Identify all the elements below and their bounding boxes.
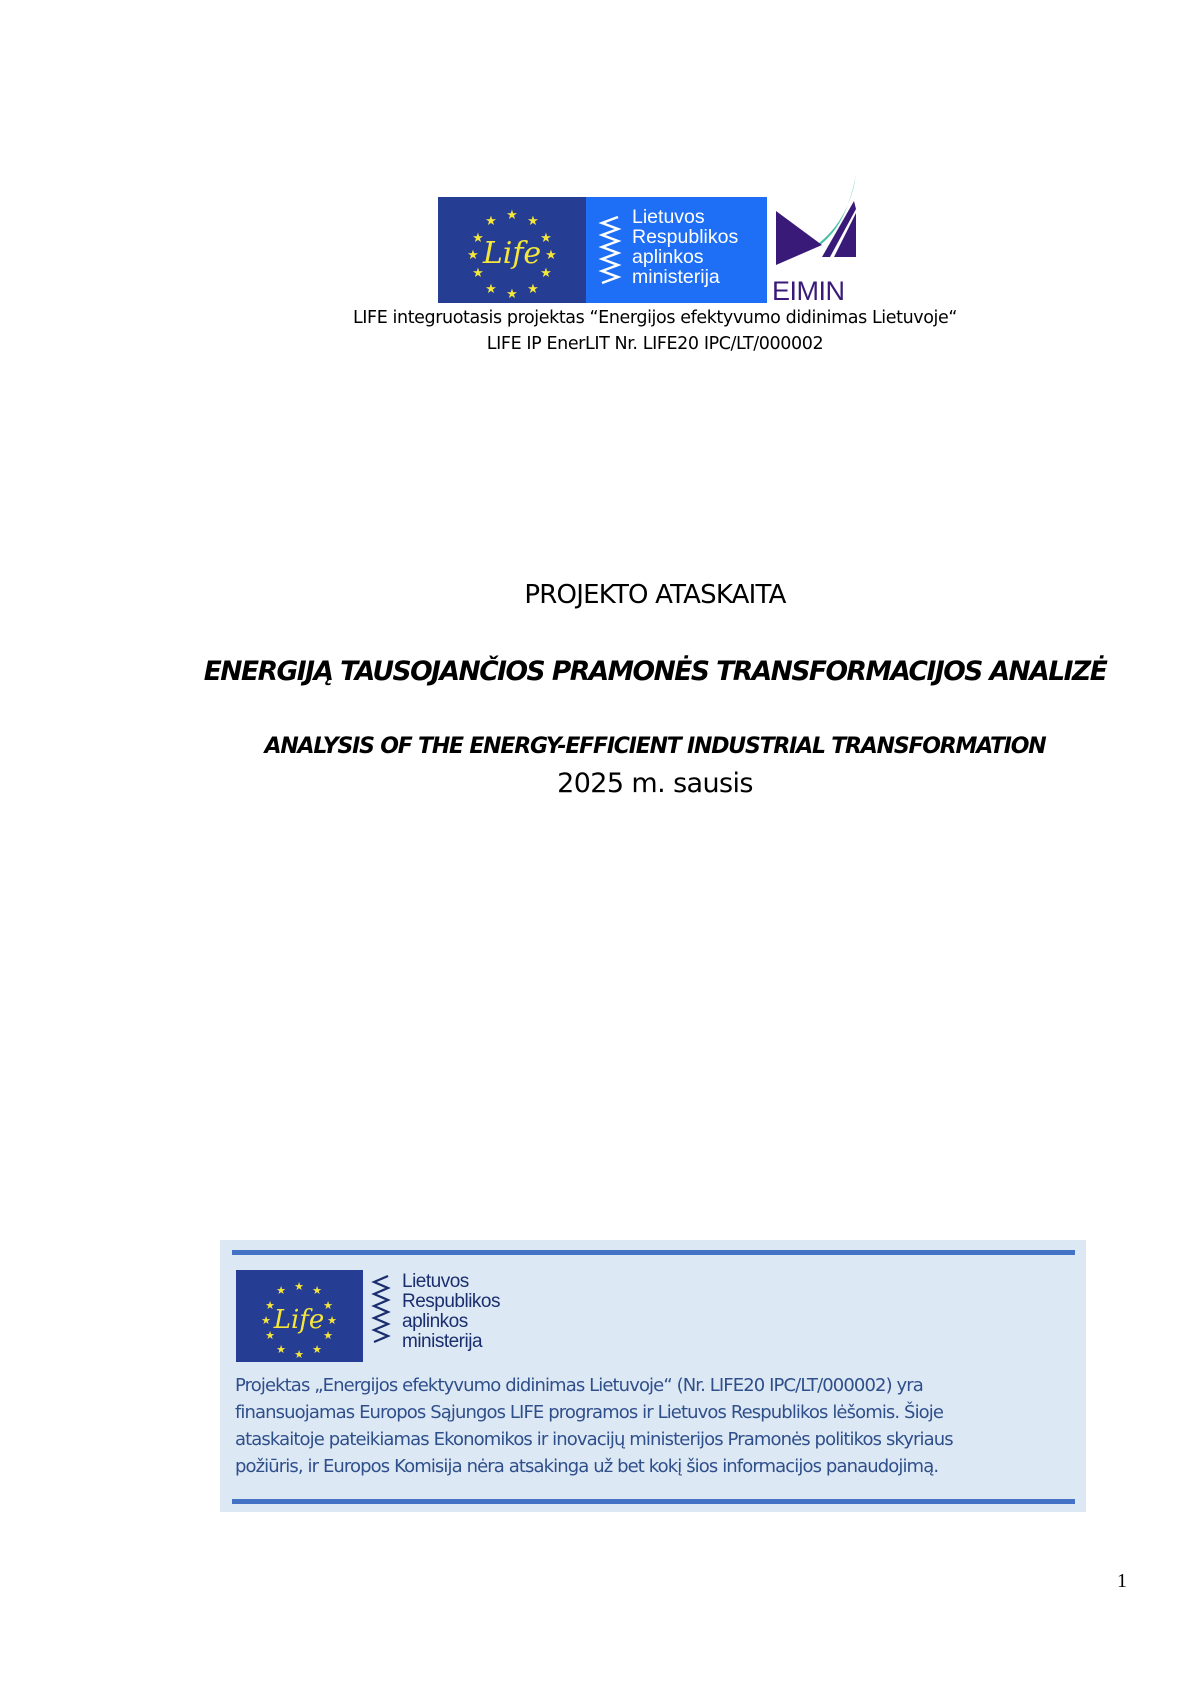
svg-text:★: ★: [472, 265, 484, 280]
ministry-logo: [586, 197, 767, 303]
svg-text:★: ★: [506, 207, 518, 222]
ministry-line: ministerija: [632, 266, 720, 288]
ministry-line: ministerija: [402, 1331, 483, 1352]
svg-text:★: ★: [312, 1344, 322, 1356]
svg-text:★: ★: [265, 1330, 275, 1342]
ministry-waves-icon: [370, 1272, 392, 1352]
page-number: 1: [1117, 1570, 1127, 1592]
svg-text:★: ★: [294, 1281, 304, 1293]
ministry-line: Lietuvos: [402, 1271, 469, 1292]
life-logo-small: [236, 1270, 363, 1362]
disclaimer-line: finansuojamas Europos Sąjungos LIFE programos ir Lietuvos Respublikos lėšomis. Šioje: [235, 1402, 944, 1423]
svg-text:★: ★: [485, 213, 497, 228]
svg-text:★: ★: [294, 1349, 304, 1361]
ministry-line: Respublikos: [632, 226, 739, 248]
svg-text:★: ★: [472, 230, 484, 245]
svg-text:★: ★: [545, 247, 557, 262]
ministry-line: aplinkos: [632, 246, 704, 268]
life-wordmark: Life: [273, 1305, 325, 1335]
eimin-wordmark: EIMIN: [772, 276, 845, 306]
disclaimer-line: ataskaitoje pateikiamas Ekonomikos ir inovacijų ministerijos Pramonės politikos skyriaus: [235, 1429, 953, 1450]
title-english: ANALYSIS OF THE ENERGY-EFFICIENT INDUSTRIAL TRANSFORMATION: [264, 734, 1046, 759]
eimin-logo: [770, 175, 862, 306]
ministry-line: Respublikos: [402, 1291, 500, 1312]
ministry-name: [402, 1272, 500, 1352]
svg-text:★: ★: [485, 281, 497, 296]
life-wordmark: Life: [482, 236, 542, 271]
ministry-line: aplinkos: [402, 1311, 468, 1332]
life-emblem-icon: [236, 1270, 363, 1362]
disclaimer-line: Projektas „Energijos efektyvumo didinimas Lietuvoje“ (Nr. LIFE20 IPC/LT/000002) yra: [235, 1375, 923, 1396]
report-date: 2025 m. sausis: [557, 768, 753, 799]
svg-text:★: ★: [527, 213, 539, 228]
svg-text:★: ★: [312, 1285, 322, 1297]
svg-text:★: ★: [540, 230, 552, 245]
ministry-name: [632, 207, 738, 287]
svg-text:★: ★: [467, 247, 479, 262]
title-lithuanian: ENERGIJĄ TAUSOJANČIOS PRAMONĖS TRANSFORMACIJOS ANALIZĖ: [203, 656, 1107, 687]
svg-text:★: ★: [323, 1300, 333, 1312]
svg-text:★: ★: [506, 286, 518, 301]
ministry-waves-icon: [598, 215, 622, 287]
funding-disclaimer: [235, 1372, 1075, 1480]
funding-notice-box: [220, 1240, 1086, 1512]
life-emblem-icon: [438, 197, 586, 303]
ministry-logo-small: [370, 1271, 500, 1357]
top-divider: [232, 1250, 1075, 1255]
svg-text:★: ★: [527, 281, 539, 296]
svg-text:★: ★: [276, 1344, 286, 1356]
eimin-emblem-icon: [770, 175, 862, 275]
life-logo: [438, 197, 586, 303]
svg-text:★: ★: [540, 265, 552, 280]
ministry-line: Lietuvos: [632, 206, 705, 228]
svg-text:★: ★: [327, 1315, 337, 1327]
svg-text:★: ★: [276, 1285, 286, 1297]
project-name-line: LIFE integruotasis projektas “Energijos efektyvumo didinimas Lietuvoje“: [352, 308, 958, 328]
disclaimer-line: požiūris, ir Europos Komisija nėra atsakinga už bet kokį šios informacijos panaudojimą.: [235, 1456, 939, 1477]
bottom-divider: [232, 1499, 1075, 1504]
document-type: PROJEKTO ATASKAITA: [524, 580, 786, 610]
project-id-line: LIFE IP EnerLIT Nr. LIFE20 IPC/LT/000002: [486, 334, 824, 354]
svg-text:★: ★: [261, 1315, 271, 1327]
svg-text:★: ★: [323, 1330, 333, 1342]
svg-text:★: ★: [265, 1300, 275, 1312]
